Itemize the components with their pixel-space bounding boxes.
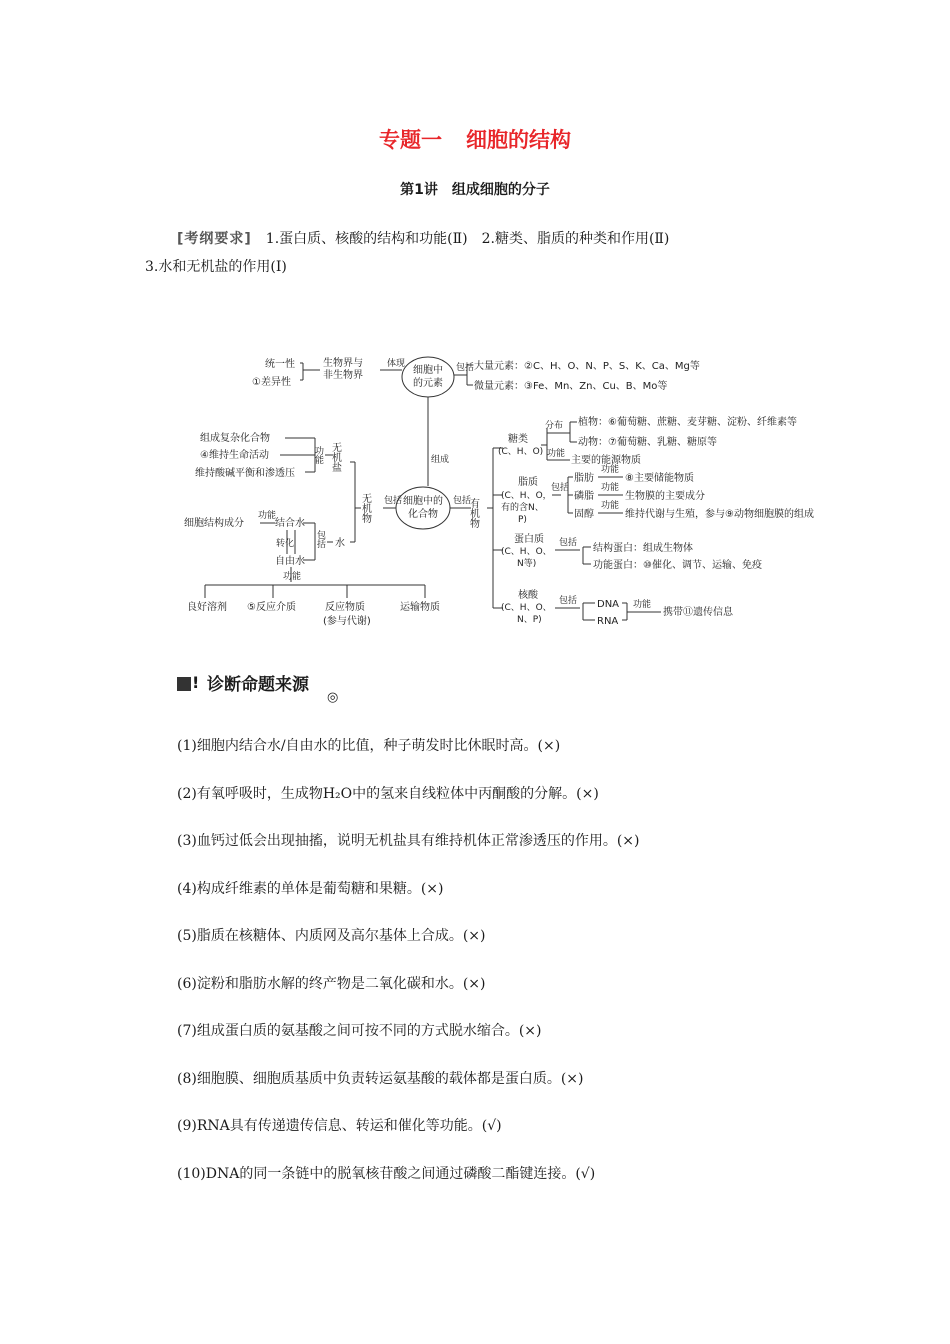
nucleic-elements-1: (C、H、O、	[501, 603, 552, 613]
phospholipid-function: 生物膜的主要成分	[625, 491, 705, 502]
animal-sugars: 动物：⑦葡萄糖、乳糖、糖原等	[578, 437, 717, 448]
include-label-1: 包括	[456, 363, 475, 373]
bio-nonbio-1: 生物界与	[323, 358, 363, 369]
water-function-3: 反应物质	[325, 602, 365, 613]
bound-water-label: 结合水	[275, 518, 305, 529]
requirements-line-2: 3.水和无机盐的作用(Ⅰ)	[145, 259, 287, 275]
bullseye-icon: ◎	[327, 690, 339, 705]
page-title	[0, 124, 950, 154]
lecture-name: 组成细胞的分子	[451, 182, 550, 198]
bound-water-function-label: 功能	[258, 511, 277, 521]
section-title: 诊断命题来源	[207, 675, 309, 695]
section-heading	[177, 670, 309, 695]
include-label-4: 包括	[559, 538, 578, 548]
water-function-3-note: (参与代谢)	[323, 616, 371, 627]
topic-label: 专题一	[379, 128, 442, 152]
lipid-elements-3: P)	[518, 515, 527, 525]
water-function-4: 运输物质	[400, 602, 440, 613]
water-label: 水	[335, 538, 345, 549]
unity-label: 统一性	[265, 359, 295, 370]
requirements-text-1: 1.蛋白质、核酸的结构和功能(Ⅱ) 2.糖类、脂质的种类和作用(Ⅱ)	[265, 231, 670, 247]
nucleic-elements-2: N、P)	[517, 615, 542, 625]
rna-label: RNA	[597, 616, 619, 627]
phos-function-label: 功能	[601, 483, 620, 493]
fat-function-label: 功能	[601, 465, 620, 475]
functional-protein: 功能蛋白：⑩催化、调节、运输、免疫	[593, 560, 762, 571]
sugar-label: 糖类	[508, 434, 528, 445]
include-label-5: 包括	[559, 596, 578, 606]
include-label-3: 包括	[551, 483, 570, 493]
nucleic-acid-label: 核酸	[518, 590, 538, 601]
salt-function-label: 功能	[313, 446, 323, 464]
concept-map	[175, 350, 855, 644]
list-item: (5)脂质在核糖体、内质网及高尔基体上合成。(×)	[177, 928, 486, 944]
salt-function-3: 维持酸碱平衡和渗透压	[195, 468, 295, 479]
elements-label-1: 细胞中	[413, 365, 443, 376]
protein-label: 蛋白质	[514, 534, 544, 545]
distribution-label: 分布	[545, 421, 564, 431]
lipid-elements-1: (C、H、O，	[501, 491, 552, 501]
list-item: (1)细胞内结合水/自由水的比值，种子萌发时比休眠时高。(×)	[177, 738, 561, 754]
organic-label: 有机物	[467, 498, 479, 528]
dna-label: DNA	[597, 599, 620, 610]
lipid-label: 脂质	[518, 477, 538, 488]
fat-label: 脂肪	[574, 473, 594, 484]
protein-elements-1: (C、H、O、	[501, 547, 552, 557]
sterol-label: 固醇	[574, 509, 594, 520]
lipid-elements-2: 有的含N、	[501, 503, 544, 513]
diagnosis-list	[177, 735, 639, 1210]
requirements-tag: [考纲要求]	[177, 231, 252, 247]
sugar-elements: (C、H、O)	[498, 447, 544, 457]
sterol-function-label: 功能	[601, 501, 620, 511]
compounds-label-2: 化合物	[408, 509, 438, 520]
transform-label: 转化	[276, 539, 295, 549]
salt-function-2: ④维持生命活动	[200, 450, 269, 461]
protein-elements-2: N等)	[517, 559, 537, 569]
compose-label: 组成	[431, 455, 450, 465]
list-item: (8)细胞膜、细胞质基质中负责转运氨基酸的载体都是蛋白质。(×)	[177, 1070, 584, 1087]
list-item: (6)淀粉和脂肪水解的终产物是二氧化碳和水。(×)	[177, 975, 486, 992]
inorganic-label: 无机物	[359, 493, 371, 523]
salt-function-1: 组成复杂化合物	[200, 433, 270, 444]
elements-node	[402, 357, 454, 397]
list-item: (9)RNA具有传递遗传信息、转运和催化等功能。(√)	[177, 1118, 502, 1134]
macro-elements: 大量元素：②C、H、O、N、P、S、K、Ca、Mg等	[474, 361, 700, 372]
micro-elements: 微量元素：③Fe、Mn、Zn、Cu、B、Mo等	[474, 381, 668, 392]
sugar-function-label: 功能	[547, 449, 566, 459]
include-label-6: 包括	[384, 496, 403, 506]
elements-label-2: 的元素	[413, 378, 443, 389]
embody-label: 体现	[387, 359, 406, 369]
requirements-line-1	[177, 226, 827, 252]
nucleic-function: 携带⑪遗传信息	[663, 607, 733, 618]
include-label-7: 包括	[315, 530, 325, 548]
water-function-2: ⑤反应介质	[247, 602, 296, 613]
difference-label: ①差异性	[252, 377, 291, 388]
free-water-label: 自由水	[275, 556, 305, 567]
nucleic-function-label: 功能	[633, 600, 652, 610]
inorganic-salt-label: 无机盐	[329, 442, 341, 472]
structural-protein: 结构蛋白：组成生物体	[593, 543, 693, 554]
phospholipid-label: 磷脂	[574, 491, 594, 502]
include-label-2: 包括	[453, 496, 472, 506]
list-item: (3)血钙过低会出现抽搐，说明无机盐具有维持机体正常渗透压的作用。(×)	[177, 833, 640, 849]
free-water-function-label: 功能	[283, 572, 302, 582]
section-bar-icon: !	[177, 674, 199, 692]
list-item: (2)有氧呼吸时，生成物H₂O中的氢来自线粒体中丙酮酸的分解。(×)	[177, 785, 599, 802]
sterol-function: 维持代谢与生殖，参与⑨动物细胞膜的组成	[625, 509, 814, 520]
water-function-1: 良好溶剂	[187, 602, 227, 613]
lecture-number: 第1讲	[400, 182, 438, 198]
cell-structure-label: 细胞结构成分	[184, 518, 244, 529]
lecture-title	[0, 179, 950, 199]
list-item: (10)DNA的同一条链中的脱氧核苷酸之间通过磷酸二酯键连接。(√)	[177, 1165, 596, 1182]
fat-function: ⑧主要储能物质	[625, 473, 694, 484]
sugar-function: 主要的能源物质	[571, 455, 641, 466]
list-item: (4)构成纤维素的单体是葡萄糖和果糖。(×)	[177, 880, 444, 897]
topic-name: 细胞的结构	[466, 128, 571, 152]
list-item: (7)组成蛋白质的氨基酸之间可按不同的方式脱水缩合。(×)	[177, 1023, 542, 1039]
plant-sugars: 植物：⑥葡萄糖、蔗糖、麦芽糖、淀粉、纤维素等	[578, 417, 797, 428]
compounds-node	[396, 487, 450, 529]
compounds-label-1: 细胞中的	[403, 496, 443, 507]
bio-nonbio-2: 非生物界	[323, 370, 363, 381]
